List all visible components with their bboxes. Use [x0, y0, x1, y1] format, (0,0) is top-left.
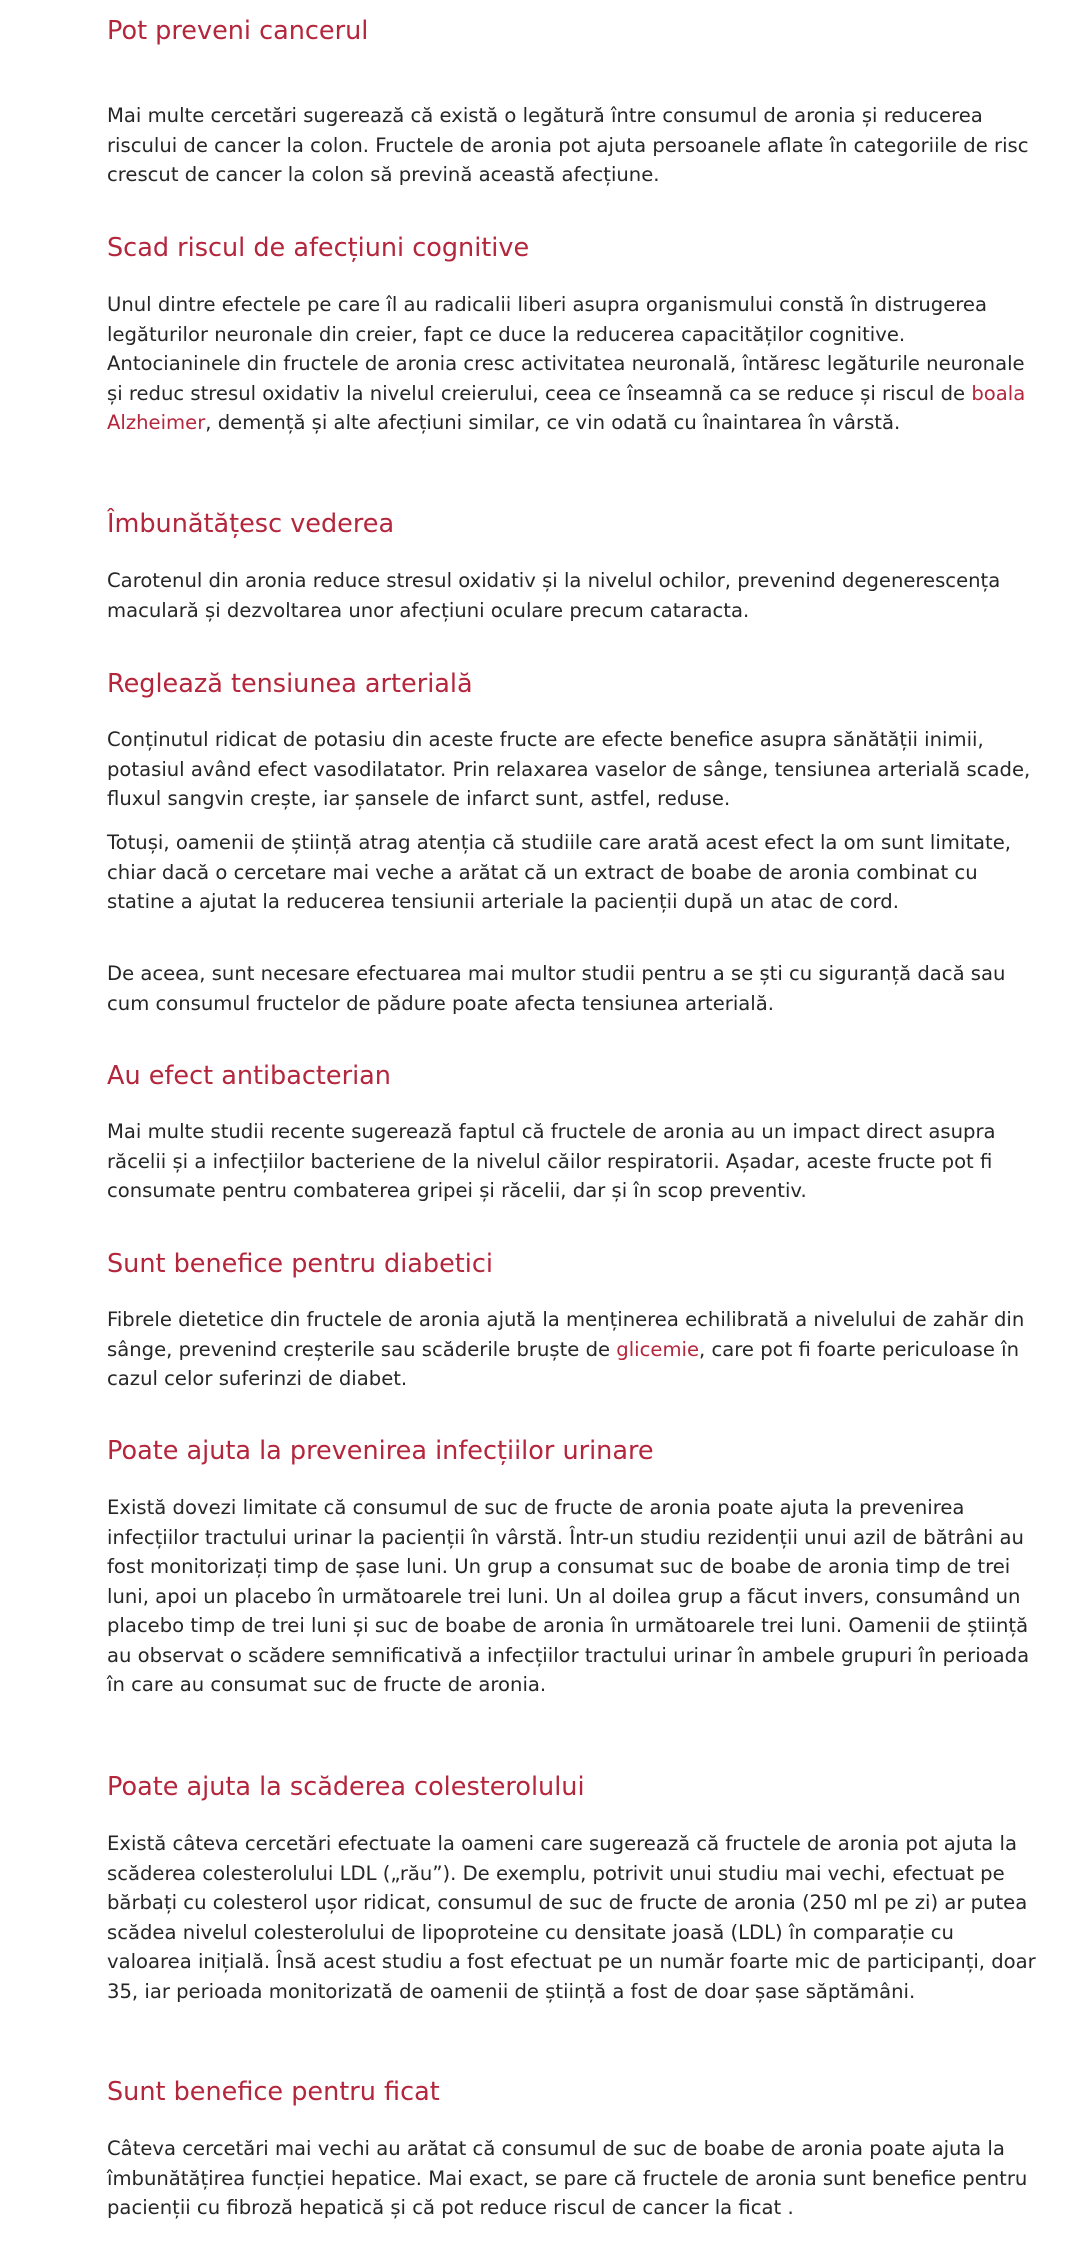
paragraph-cancer: Mai multe cercetări sugerează că există o legătură între consumul de aronia și reducerea riscului de cancer la colon. Fructele de aronia pot ajuta persoanele aflate în categoriile de risc crescut de cancer la colon să prevină această afecțiune.	[107, 104, 1029, 186]
paragraph-urinary: Există dovezi limitate că consumul de suc de fructe de aronia poate ajuta la prevenirea infecțiilor tractului urinar la pacienții în vârstă. Într-un studiu rezidenții unui azil de bătrâni au fost monitorizați timp de șase luni. Un grup a consumat suc de boabe de aronia timp de trei luni, apoi un placebo în următoarele trei luni. Un al doilea grup a făcut invers, consumând un placebo timp de trei luni și suc de boabe de aronia în următoarele trei luni. Oamenii de știință au observat o scădere semnificativă a infecțiilor tractului urinar în ambele grupuri în perioada în care au consumat suc de fructe de aronia.	[107, 1496, 1030, 1696]
paragraph-blood-pressure-3: De aceea, sunt necesare efectuarea mai multor studii pentru a se ști cu siguranță dacă sau cum consumul fructelor de pădure poate afecta tensiunea arterială.	[107, 962, 1006, 1015]
section-heading-blood-pressure: Reglează tensiunea arterială	[107, 669, 473, 699]
paragraph-antibacterial: Mai multe studii recente sugerează faptul că fructele de aronia au un impact direct asupra răcelii și a infecțiilor bacteriene de la nivelul căilor respiratorii. Așadar, aceste fructe pot fi consumate pentru combaterea gripei și răcelii, dar și în scop preventiv.	[107, 1120, 996, 1202]
paragraph-diabetics: Fibrele dietetice din fructele de aronia ajută la menținerea echilibrată a nivelului de zahăr din sânge, prevenind creșterile sau scăderile bruște de glicemie, care pot fi foarte periculoase în cazul celor suferinzi de diabet.	[107, 1308, 1025, 1390]
paragraph-blood-pressure-1: Conținutul ridicat de potasiu din aceste fructe are efecte benefice asupra sănătății inimii, potasiul având efect vasodilatator. Prin relaxarea vaselor de sânge, tensiunea arterială scade, fluxul sangvin crește, iar șansele de infarct sunt, astfel, reduse.	[107, 728, 1031, 810]
link-alzheimer[interactable]: boala Alzheimer	[107, 381, 1026, 434]
section-heading-urinary: Poate ajuta la prevenirea infecțiilor urinare	[107, 1436, 654, 1466]
section-heading-antibacterial: Au efect antibacterian	[107, 1061, 391, 1091]
section-heading-cancer: Pot preveni cancerul	[107, 16, 369, 46]
section-heading-diabetics: Sunt benefice pentru diabetici	[107, 1249, 493, 1279]
section-heading-vision: Îmbunătățesc vederea	[107, 509, 395, 539]
section-heading-cognitive: Scad riscul de afecțiuni cognitive	[107, 233, 530, 263]
link-glicemie[interactable]: glicemie	[616, 1337, 700, 1361]
paragraph-blood-pressure-2: Totuși, oamenii de știință atrag atenția că studiile care arată acest efect la om sunt limitate, chiar dacă o cercetare mai veche a arătat că un extract de boabe de aronia combinat cu statine a ajutat la reducerea tensiunii arteriale la pacienții după un atac de cord.	[107, 831, 1011, 913]
paragraph-liver: Câteva cercetări mai vechi au arătat că consumul de suc de boabe de aronia poate ajuta la îmbunătățirea funcției hepatice. Mai exact, se pare că fructele de aronia sunt benefice pentru pacienții cu fibroză hepatică și că pot reduce riscul de cancer la ficat .	[107, 2137, 1028, 2219]
paragraph-vision: Carotenul din aronia reduce stresul oxidativ și la nivelul ochilor, prevenind degenerescența maculară și dezvoltarea unor afecțiuni oculare precum cataracta.	[107, 569, 1001, 622]
paragraph-cognitive: Unul dintre efectele pe care îl au radicalii liberi asupra organismului constă în distrugerea legăturilor neuronale din creier, fapt ce duce la reducerea capacităților cognitive. Antocianinele din fructele de aronia cresc activitatea neuronală, întăresc legăturile neuronale și reduc stresul oxidativ la nivelul creierului, ceea ce înseamnă ca se reduce și riscul de boala Alzheimer, demență și alte afecțiuni similar, ce vin odată cu înaintarea în vârstă.	[107, 293, 1026, 434]
paragraph-cholesterol: Există câteva cercetări efectuate la oameni care sugerează că fructele de aronia pot ajuta la scăderea colesterolului LDL („rău”). De exemplu, potrivit unui studiu mai vechi, efectuat pe bărbați cu colesterol ușor ridicat, consumul de suc de fructe de aronia (250 ml pe zi) ar putea scădea nivelul colesterolului de lipoproteine cu densitate joasă (LDL) în comparație cu valoarea inițială. Însă acest studiu a fost efectuat pe un număr foarte mic de participanți, doar 35, iar perioada monitorizată de oamenii de știință a fost de doar șase săptămâni.	[107, 1832, 1036, 2003]
section-heading-cholesterol: Poate ajuta la scăderea colesterolului	[107, 1772, 585, 1802]
section-heading-liver: Sunt benefice pentru ficat	[107, 2077, 440, 2107]
